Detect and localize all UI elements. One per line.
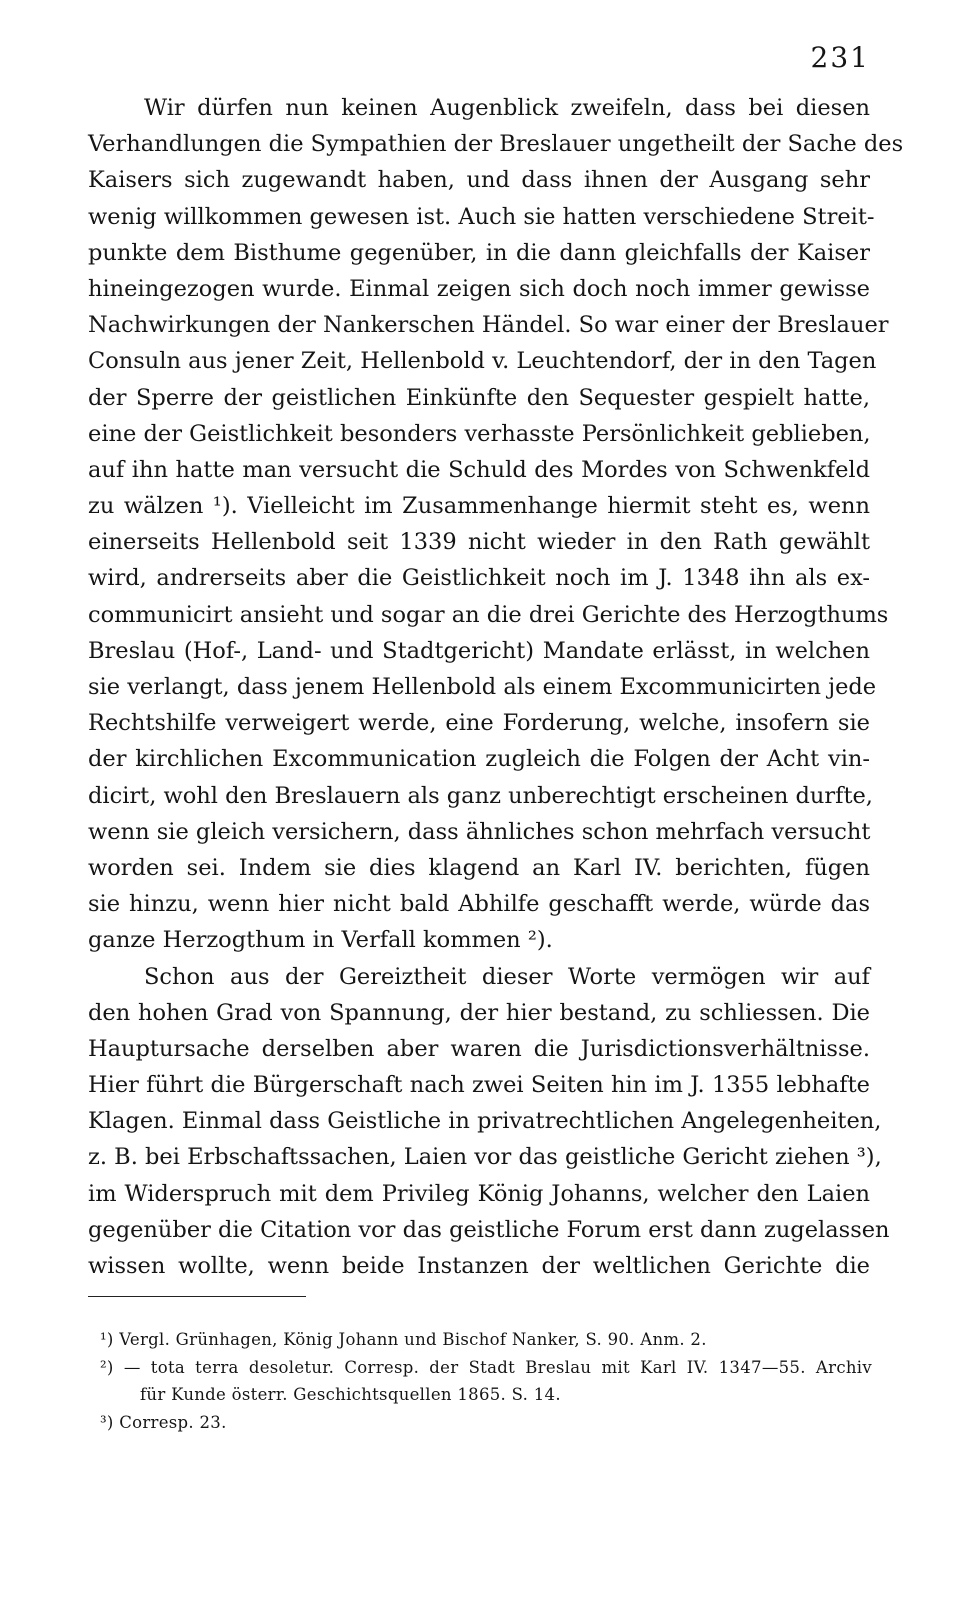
footnotes [100, 1326, 872, 1436]
text-line: sie hinzu, wenn hier nicht bald Abhilfe geschafft werde, würde das [88, 891, 870, 918]
text-line: Rechtshilfe verweigert werde, eine Forderung, welche, insofern sie [88, 710, 870, 737]
footnote-2-continuation: für Kunde österr. Geschichtsquellen 1865. S. 14. [140, 1385, 561, 1404]
text-line: der kirchlichen Excommunication zugleich die Folgen der Acht vin- [88, 746, 870, 773]
text-line: auf ihn hatte man versucht die Schuld des Mordes von Schwenkfeld [88, 456, 870, 483]
text-line: z. B. bei Erbschaftssachen, Laien vor das geistliche Gericht ziehen ³), [88, 1144, 882, 1171]
text-line: sie verlangt, dass jenem Hellenbold als einem Excommunicirten jede [88, 674, 877, 700]
text-line: zu wälzen ¹). Vielleicht im Zusammenhange hiermit steht es, wenn [88, 493, 870, 520]
text-line: worden sei. Indem sie dies klagend an Karl IV. berichten, fügen [88, 854, 870, 881]
text-line: wird, andrerseits aber die Geistlichkeit noch im J. 1348 ihn als ex- [88, 565, 870, 592]
text-line: Verhandlungen die Sympathien der Breslauer ungetheilt der Sache des [88, 131, 904, 158]
text-line: punkte dem Bisthume gegenüber, in die dann gleichfalls der Kaiser [88, 239, 870, 266]
text-line: dicirt, wohl den Breslauern als ganz unberechtigt erscheinen durfte, [88, 782, 873, 809]
footnote-3: ³) Corresp. 23. [100, 1412, 227, 1432]
text-line: Kaisers sich zugewandt haben, und dass ihnen der Ausgang sehr [88, 167, 870, 194]
text-line: ganze Herzogthum in Verfall kommen ²). [88, 927, 553, 954]
text-line: Consuln aus jener Zeit, Hellenbold v. Leuchtendorf, der in den Tagen [88, 348, 877, 375]
text-line: im Widerspruch mit dem Privileg König Johanns, welcher den Laien [88, 1180, 870, 1207]
text-line: Breslau (Hof-, Land- und Stadtgericht) Mandate erlässt, in welchen [88, 637, 870, 664]
text-line: Schon aus der Gereiztheit dieser Worte vermögen wir auf [144, 963, 870, 990]
text-line: einerseits Hellenbold seit 1339 nicht wieder in den Rath gewählt [88, 529, 870, 556]
text-line: eine der Geistlichkeit besonders verhasste Persönlichkeit geblieben, [88, 420, 871, 447]
text-line: wenig willkommen gewesen ist. Auch sie hatten verschiedene Streit- [88, 203, 875, 230]
text-line: den hohen Grad von Spannung, der hier bestand, zu schliessen. Die [88, 999, 870, 1026]
footnote-1: ¹) Vergl. Grünhagen, König Johann und Bischof Nanker, S. 90. Anm. 2. [100, 1330, 707, 1349]
text-line: wissen wollte, wenn beide Instanzen der weltlichen Gerichte die [88, 1253, 870, 1279]
text-line: wenn sie gleich versichern, dass ähnliches schon mehrfach versucht [88, 818, 871, 845]
footnote-divider [88, 1296, 306, 1297]
text-line: communicirt ansieht und sogar an die drei Gerichte des Herzogthums [88, 601, 889, 628]
text-line: Nachwirkungen der Nankerschen Händel. So war einer der Breslauer [88, 312, 889, 339]
page-number: 231 [810, 41, 870, 74]
main-text [88, 90, 904, 1284]
text-line: Wir dürfen nun keinen Augenblick zweifeln, dass bei diesen [144, 95, 870, 121]
footnote-2: ²) — tota terra desoletur. Corresp. der Stadt Breslau mit Karl IV. 1347—55. Archiv [100, 1357, 872, 1377]
text-line: Hauptursache derselben aber waren die Jurisdictionsverhältnisse. [88, 1035, 870, 1062]
text-line: gegenüber die Citation vor das geistliche Forum erst dann zugelassen [88, 1216, 890, 1243]
text-line: Hier führt die Bürgerschaft nach zwei Seiten hin im J. 1355 lebhafte [88, 1072, 870, 1099]
text-line: Klagen. Einmal dass Geistliche in privatrechtlichen Angelegenheiten, [88, 1108, 882, 1135]
text-line: hineingezogen wurde. Einmal zeigen sich doch noch immer gewisse [88, 275, 870, 302]
text-line: der Sperre der geistlichen Einkünfte den Sequester gespielt hatte, [88, 384, 870, 411]
